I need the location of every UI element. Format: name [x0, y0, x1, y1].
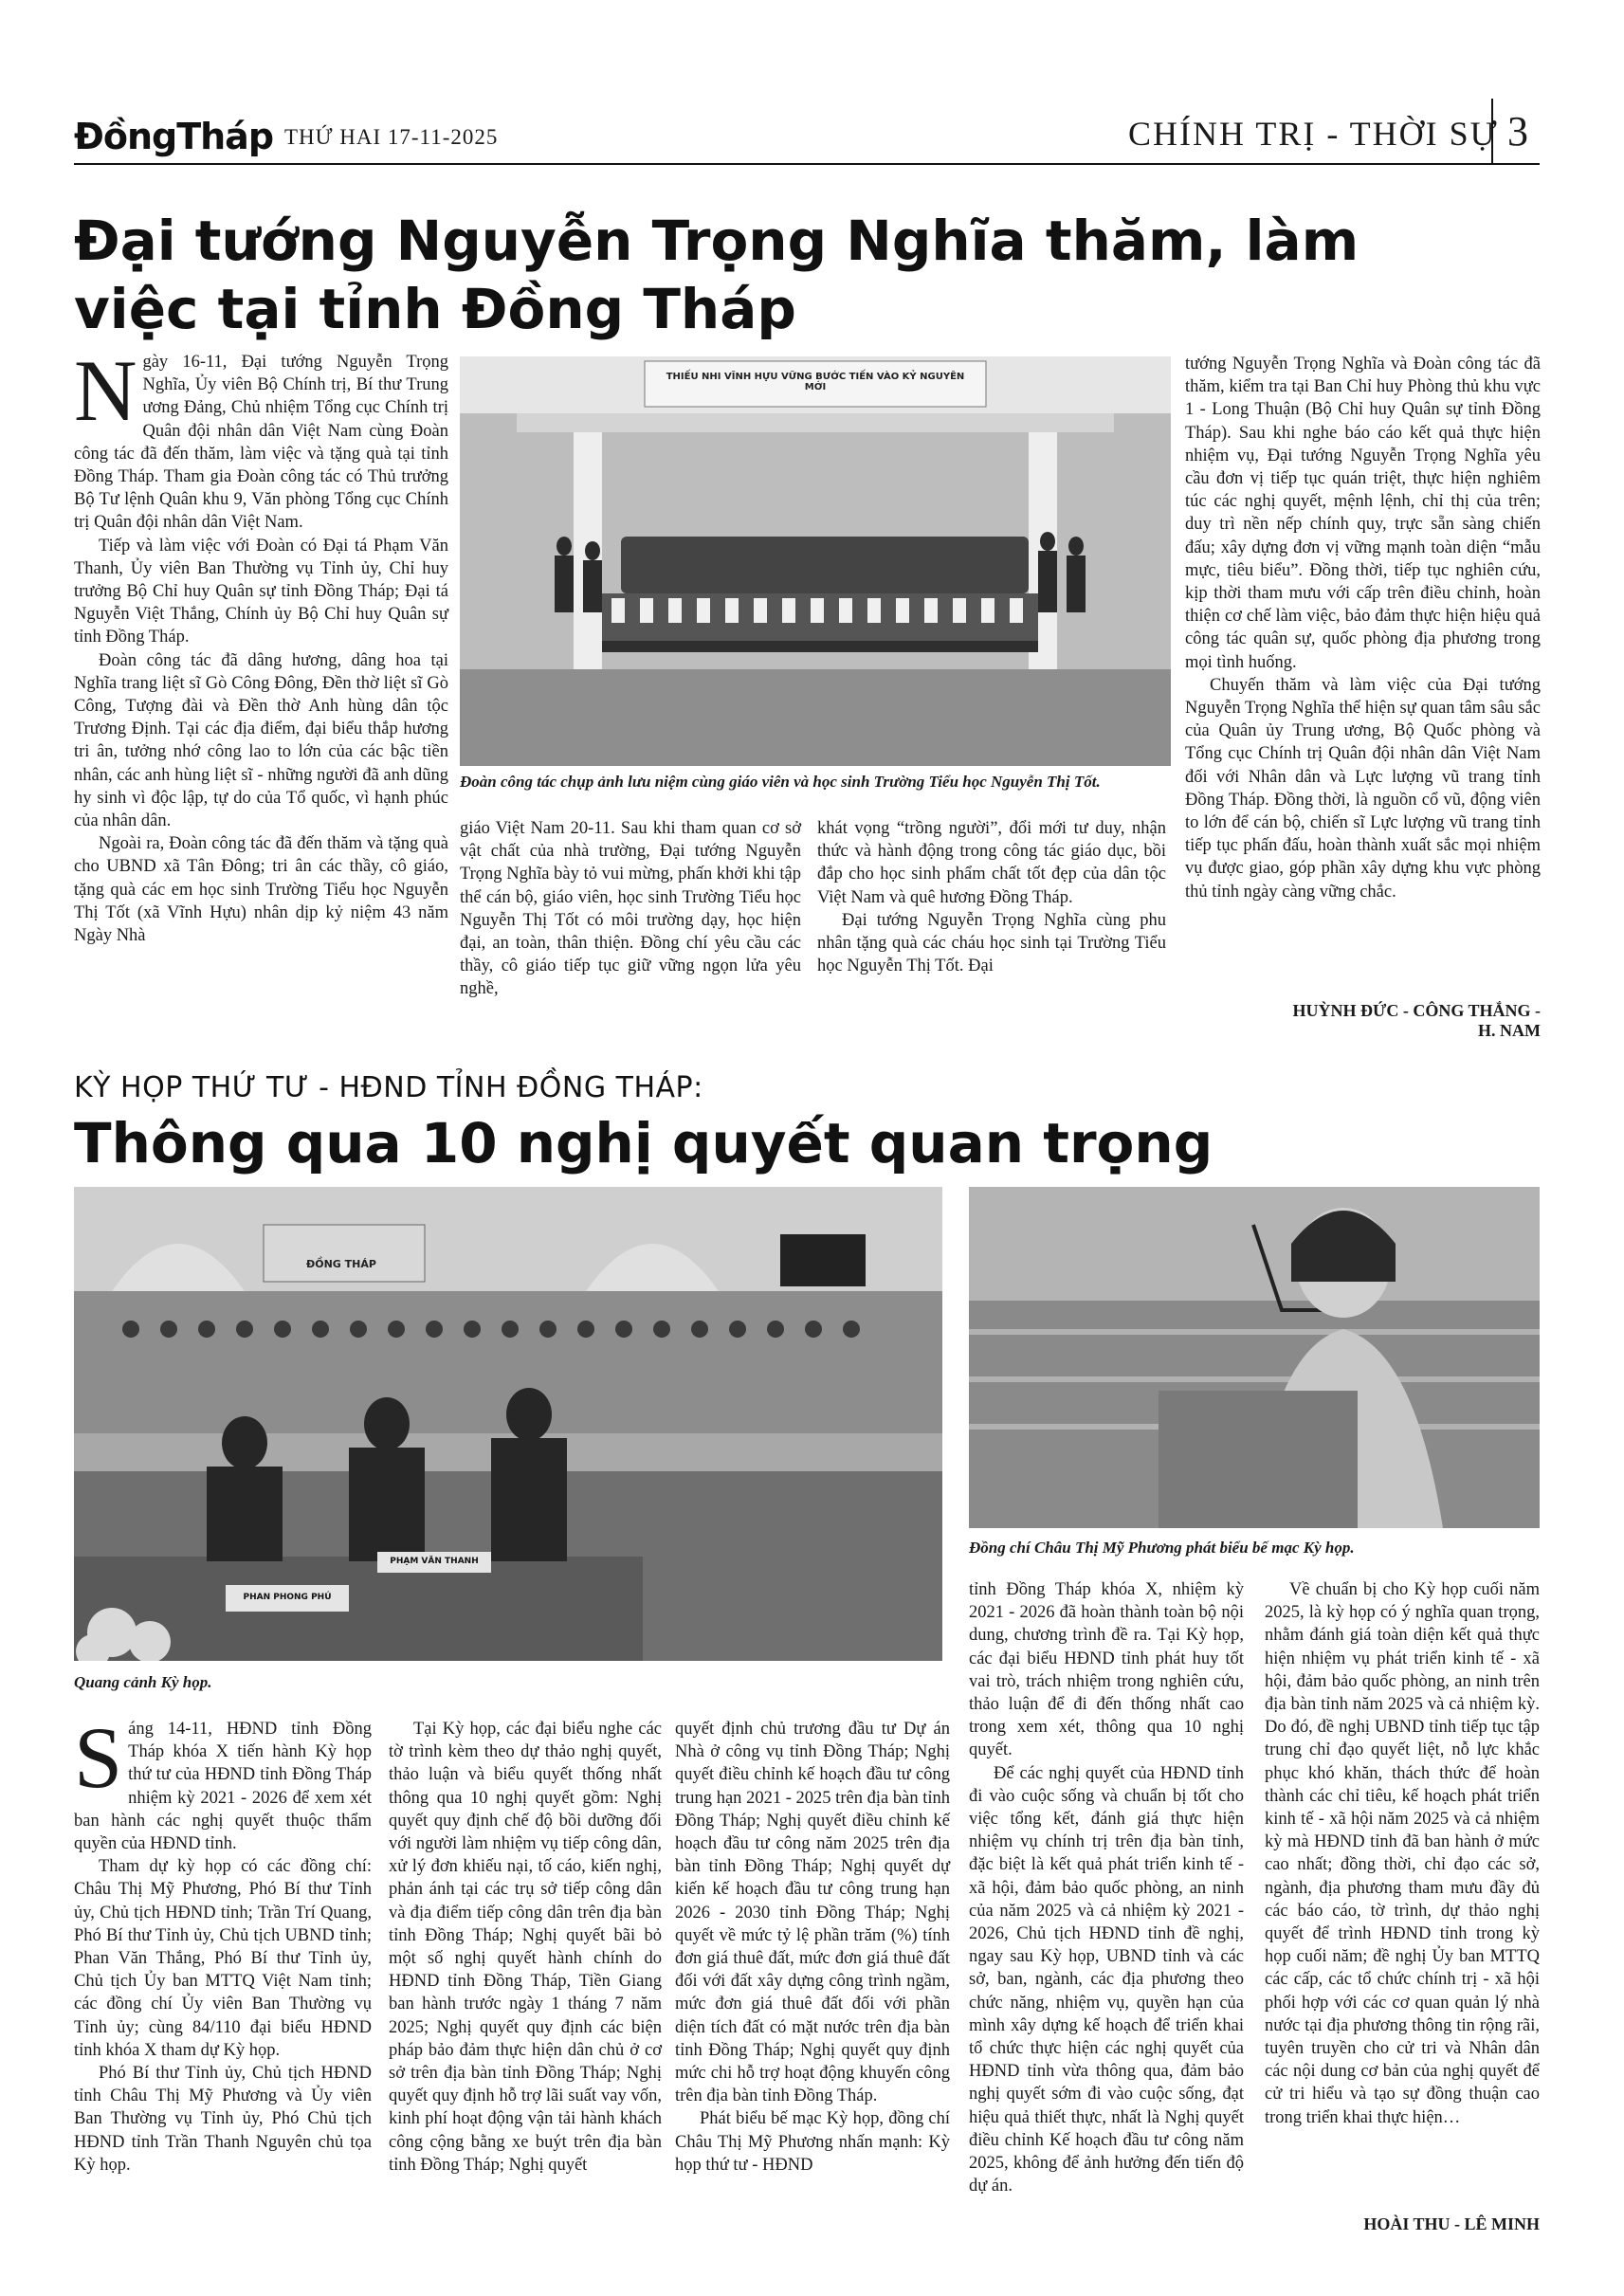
paragraph: Đại tướng Nguyễn Trọng Nghĩa cùng phu nhân tặng quà các cháu học sinh tại Trường Tiểu học Nguyễn Thị Tốt. Đại — [817, 910, 1166, 976]
paragraph: Đoàn công tác đã dâng hương, dâng hoa tại Nghĩa trang liệt sĩ Gò Công Đông, Đền thờ liệt sĩ Gò Công, Tượng đài và Đền thờ Anh hùng dân tộc Trương Định. Tại các địa điểm, đại biểu thắp hương tri ân, tưởng nhớ công lao to lớn của các bậc tiền nhân, các anh hùng liệt sĩ - những người đã anh dũng hy sinh vì độc lập, tự do của Tổ quốc, vì hạnh phúc của nhân dân. — [74, 650, 448, 831]
masthead-rule — [74, 163, 1540, 165]
paragraph: giáo Việt Nam 20-11. Sau khi tham quan cơ sở vật chất của nhà trường, Đại tướng Nguyễn Trọng Nghĩa bày tỏ vui mừng, phấn khởi khi tập thể cán bộ, giáo viên, học sinh Trường Tiểu học Nguyễn Thị Tốt có môi trường dạy, học hiện đại, an toàn, thân thiện. Đồng chí yêu cầu các thầy, cô giáo tiếp tục giữ vững ngọn lửa yêu nghề, — [460, 819, 801, 999]
article1-title: Đại tướng Nguyễn Trọng Nghĩa thăm, làm việc tại tỉnh Đồng Tháp — [74, 209, 1359, 341]
paragraph: Để các nghị quyết của HĐND tỉnh đi vào cuộc sống và chuẩn bị tốt cho việc tổng kết, đánh giá thực hiện nhiệm vụ chính trị trên địa bàn tỉnh, đặc biệt là kết quả phát triển kinh tế - xã hội, đảm bảo quốc phòng, an ninh của năm 2025 và cả nhiệm kỳ 2021 - 2026, Chủ tịch HĐND tỉnh đề nghị, ngay sau Kỳ họp, UBND tỉnh và các sở, ban, ngành, các địa phương theo chức năng, nhiệm vụ, quyền hạn của mình xây dựng kế hoạch để triển khai tổ chức thực hiện các nghị quyết của HĐND tỉnh vừa thông qua, đảm bảo nghị quyết sớm đi vào cuộc sống, đạt hiệu quả thiết thực, nhất là Nghị quyết điều chỉnh Kế hoạch đầu tư công năm 2025, không để ảnh hưởng đến tiến độ dự án. — [969, 1763, 1244, 2196]
page-number: 3 — [1491, 99, 1542, 165]
article2-col4 — [969, 1578, 1244, 2197]
byline-line: HUỲNH ĐỨC - CÔNG THẮNG - — [1292, 1001, 1541, 1020]
nameplate: PHAN PHONG PHÚ — [243, 1593, 332, 1602]
paragraph: gày 16-11, Đại tướng Nguyễn Trọng Nghĩa, Ủy viên Bộ Chính trị, Bí thư Trung ương Đảng, Chủ nhiệm Tổng cục Chính trị Quân đội nhân dân Việt Nam cùng Đoàn công tác đã đến thăm, làm việc và tặng quà tại tỉnh Đồng Tháp. Tham gia Đoàn công tác có Thủ trưởng Bộ Tư lệnh Quân khu 9, Văn phòng Tổng cục Chính trị Quân đội nhân dân Việt Nam. — [74, 353, 448, 533]
paragraph: Phó Bí thư Tỉnh ủy, Chủ tịch HĐND tỉnh Châu Thị Mỹ Phương và Ủy viên Ban Thường vụ Tỉnh ủy, Phó Chủ tịch HĐND tỉnh Trần Thanh Nguyên chủ tọa Kỳ họp. — [74, 2064, 372, 2175]
article2-title: Thông qua 10 nghị quyết quan trọng — [74, 1111, 1213, 1175]
paragraph: Chuyến thăm và làm việc của Đại tướng Nguyễn Trọng Nghĩa thể hiện sự quan tâm sâu sắc của Quân ủy Trung ương, Bộ Quốc phòng và Tổng cục Chính trị Quân đội nhân dân Việt Nam đối với Nhân dân và Lực lượng vũ trang tỉnh Đồng Tháp. Đồng thời, là nguồn cổ vũ, động viên to lớn để cán bộ, chiến sĩ Lực lượng vũ trang tỉnh tiếp tục phấn đấu, hoàn thành xuất sắc mọi nhiệm vụ được giao, góp phần xây dựng khu vực phòng thủ tỉnh ngày càng vững chắc. — [1185, 675, 1541, 902]
article2-byline: HOÀI THU - LÊ MINH — [1363, 2214, 1540, 2233]
article2-col5 — [1265, 1578, 1540, 2129]
article1-col1 — [74, 342, 448, 947]
article2-col3 — [675, 1718, 950, 2177]
section-name: CHÍNH TRỊ - THỜI SỰ — [1128, 115, 1499, 153]
paragraph: quyết định chủ trương đầu tư Dự án Nhà ở công vụ tỉnh Đồng Tháp; Nghị quyết điều chỉnh kế hoạch đầu tư công trung hạn 2021 - 2025 trên địa bàn tỉnh Đồng Tháp; Nghị quyết điều chỉnh kế hoạch đầu tư công năm 2025 trên địa bàn tỉnh Đồng Tháp; Nghị quyết dự kiến kế hoạch đầu tư công trung hạn 2026 - 2030 tỉnh Đồng Tháp; Nghị quyết về mức tỷ lệ phần trăm (%) tính đơn giá thuê đất, mức đơn giá thuê đất đối với đất xây dựng công trình ngầm, mức đơn giá thuê đất đối với phần diện tích đất có mặt nước trên địa bàn tỉnh Đồng Tháp; Nghị quyết quy định mức chi hỗ trợ hoạt động khuyến công trên địa bàn tỉnh Đồng Tháp. — [675, 1720, 950, 2106]
masthead-logo: ĐồngTháp — [74, 116, 274, 157]
paragraph: Phát biểu bế mạc Kỳ họp, đồng chí Châu Thị Mỹ Phương nhấn mạnh: Kỳ họp thứ tư - HĐND — [675, 2109, 950, 2175]
paragraph: áng 14-11, HĐND tỉnh Đồng Tháp khóa X tiến hành Kỳ họp thứ tư của HĐND tỉnh Đồng Tháp nhiệm kỳ 2021 - 2026 để xem xét ban hành các nghị quyết thuộc thẩm quyền của HĐND tỉnh. — [74, 1720, 372, 1854]
paragraph: Về chuẩn bị cho Kỳ họp cuối năm 2025, là kỳ họp có ý nghĩa quan trọng, nhằm đánh giá toàn diện kết quả thực hiện nhiệm vụ phát triển kinh tế - xã hội, đảm bảo quốc phòng, an ninh trên địa bàn tỉnh năm 2025 và cả nhiệm kỳ. Do đó, đề nghị UBND tỉnh tiếp tục tập trung chỉ đạo quyết liệt, nỗ lực khắc phục khó khăn, thách thức để hoàn thành các chỉ tiêu, kế hoạch phát triển kinh tế - xã hội năm 2025 và cả nhiệm kỳ mà HĐND tỉnh đã ban hành ở mức cao nhất; đồng thời, chỉ đạo các sở, ngành, địa phương tham mưu đầy đủ các báo cáo, tờ trình, dự thảo nghị quyết để trình HĐND tỉnh trong kỳ họp cuối năm; đề nghị Ủy ban MTTQ các cấp, các tổ chức chính trị - xã hội phối hợp với các cơ quan quản lý nhà nước tại địa phương thông tin rộng rãi, tuyên truyền cho cử tri và Nhân dân các nội dung cơ bản của nghị quyết để cử tri hiểu và tạo sự đồng thuận cao trong triển khai thực hiện… — [1265, 1580, 1540, 2127]
paragraph: Tham dự kỳ họp có các đồng chí: Châu Thị Mỹ Phương, Phó Bí thư Tỉnh ủy, Chủ tịch HĐND tỉnh; Trần Trí Quang, Phó Bí thư Tỉnh ủy, Chủ tịch UBND tỉnh; Phan Văn Thắng, Phó Bí thư Tỉnh ủy, Chủ tịch Ủy ban MTTQ Việt Nam tỉnh; các đồng chí Ủy viên Ban Thường vụ Tỉnh ủy; cùng 84/110 đại biểu HĐND tỉnh khóa X tham dự Kỳ họp. — [74, 1857, 372, 2060]
article2-photo2-caption: Đồng chí Châu Thị Mỹ Phương phát biểu bế mạc Kỳ họp. — [969, 1539, 1355, 1557]
group-photo — [460, 356, 1171, 766]
article2-dropcap: S — [74, 1709, 123, 1806]
article2-kicker: KỲ HỌP THỨ TƯ - HĐND TỈNH ĐỒNG THÁP: — [74, 1071, 703, 1104]
nameplate: PHẠM VĂN THANH — [390, 1557, 479, 1566]
article1-dropcap: N — [74, 342, 137, 439]
speaker-photo — [969, 1187, 1540, 1528]
paragraph: Tiếp và làm việc với Đoàn có Đại tá Phạm Văn Thanh, Ủy viên Ban Thường vụ Tỉnh ủy, Chỉ huy trưởng Bộ Chỉ huy Quân sự tỉnh Đồng Tháp; Đại tá Nguyễn Việt Thắng, Chính ủy Bộ Chỉ huy Quân sự tỉnh Đồng Tháp. — [74, 536, 448, 647]
article1-col3 — [817, 817, 1166, 977]
article1-col2 — [460, 817, 801, 1001]
issue-date: THỨ HAI 17-11-2025 — [284, 125, 499, 149]
paragraph: khát vọng “trồng người”, đổi mới tư duy, nhận thức và hành động trong công tác giáo dục, bồi đắp cho học sinh phẩm chất tốt đẹp của dân tộc Việt Nam và quê hương Đồng Tháp. — [817, 819, 1166, 907]
session-hall-photo — [74, 1187, 942, 1661]
article1-photo-caption: Đoàn công tác chụp ảnh lưu niệm cùng giáo viên và học sinh Trường Tiểu học Nguyễn Thị Tốt. — [460, 773, 1101, 791]
article2-col2 — [389, 1718, 662, 2177]
hall-banner-text: ĐỒNG THÁP — [306, 1258, 376, 1270]
photo-banner-text: THIẾU NHI VĨNH HỰU VỮNG BƯỚC TIẾN VÀO KỶ NGUYÊN MỚI — [666, 372, 965, 392]
article2-photo1-caption: Quang cảnh Kỳ họp. — [74, 1673, 212, 1691]
paragraph: Ngoài ra, Đoàn công tác đã đến thăm và tặng quà cho UBND xã Tân Đông; tri ân các thầy, cô giáo, tặng quà các em học sinh Trường Tiểu học Nguyễn Thị Tốt (xã Vĩnh Hựu) nhân dịp kỷ niệm 43 năm Ngày Nhà — [74, 834, 448, 946]
byline-line: H. NAM — [1478, 1021, 1541, 1040]
paragraph: tướng Nguyễn Trọng Nghĩa và Đoàn công tác đã thăm, kiểm tra tại Ban Chỉ huy Phòng thủ khu vực 1 - Long Thuận (Bộ Chỉ huy Quân sự tỉnh Đồng Tháp). Sau khi nghe báo cáo kết quả thực hiện nhiệm vụ, Đại tướng Nguyễn Trọng Nghĩa yêu cầu đơn vị tiếp tục quán triệt, thực hiện nghiêm túc các nghị quyết, mệnh lệnh, chỉ thị của trên; duy trì nền nếp chính quy, trực sẵn sàng chiến đấu; xây dựng đơn vị vững mạnh toàn diện “mẫu mực, tiêu biểu”. Đồng thời, tiếp tục nghiên cứu, kịp thời tham mưu với cấp trên điều chỉnh, hoàn thiện cơ chế làm việc, bảo đảm thực hiện hiệu quả công tác quân sự, quốc phòng địa phương trong mọi tình huống. — [1185, 355, 1541, 672]
article2-col1 — [74, 1709, 372, 2177]
article1-col4 — [1185, 353, 1541, 903]
paragraph: tỉnh Đồng Tháp khóa X, nhiệm kỳ 2021 - 2026 đã hoàn thành toàn bộ nội dung, chương trình đề ra. Tại Kỳ họp, các đại biểu HĐND tỉnh phát huy tốt vai trò, trách nhiệm trong nghiên cứu, thảo luận để đi đến thống nhất cao trong xem xét, thông qua 10 nghị quyết. — [969, 1580, 1244, 1760]
paragraph: Tại Kỳ họp, các đại biểu nghe các tờ trình kèm theo dự thảo nghị quyết, thảo luận và biểu quyết thống nhất thông qua 10 nghị quyết gồm: Nghị quyết quy định chế độ bồi dưỡng đối với người làm nhiệm vụ tiếp công dân, xử lý đơn khiếu nại, tố cáo, kiến nghị, phản ánh tại các trụ sở tiếp công dân và địa điểm tiếp công dân trên địa bàn tỉnh Đồng Tháp; Nghị quyết bãi bỏ một số nghị quyết hành chính do HĐND tỉnh Đồng Tháp, Tiền Giang ban hành trước ngày 1 tháng 7 năm 2025; Nghị quyết quy định các biện pháp bảo đảm thực hiện dân chủ ở cơ sở trên địa bàn tỉnh Đồng Tháp; Nghị quyết quy định hỗ trợ lãi suất vay vốn, kinh phí hoạt động vận tải hành khách công cộng bằng xe buýt trên địa bàn tỉnh Đồng Tháp; Nghị quyết — [389, 1720, 662, 2175]
article1-byline — [1185, 1001, 1541, 1041]
